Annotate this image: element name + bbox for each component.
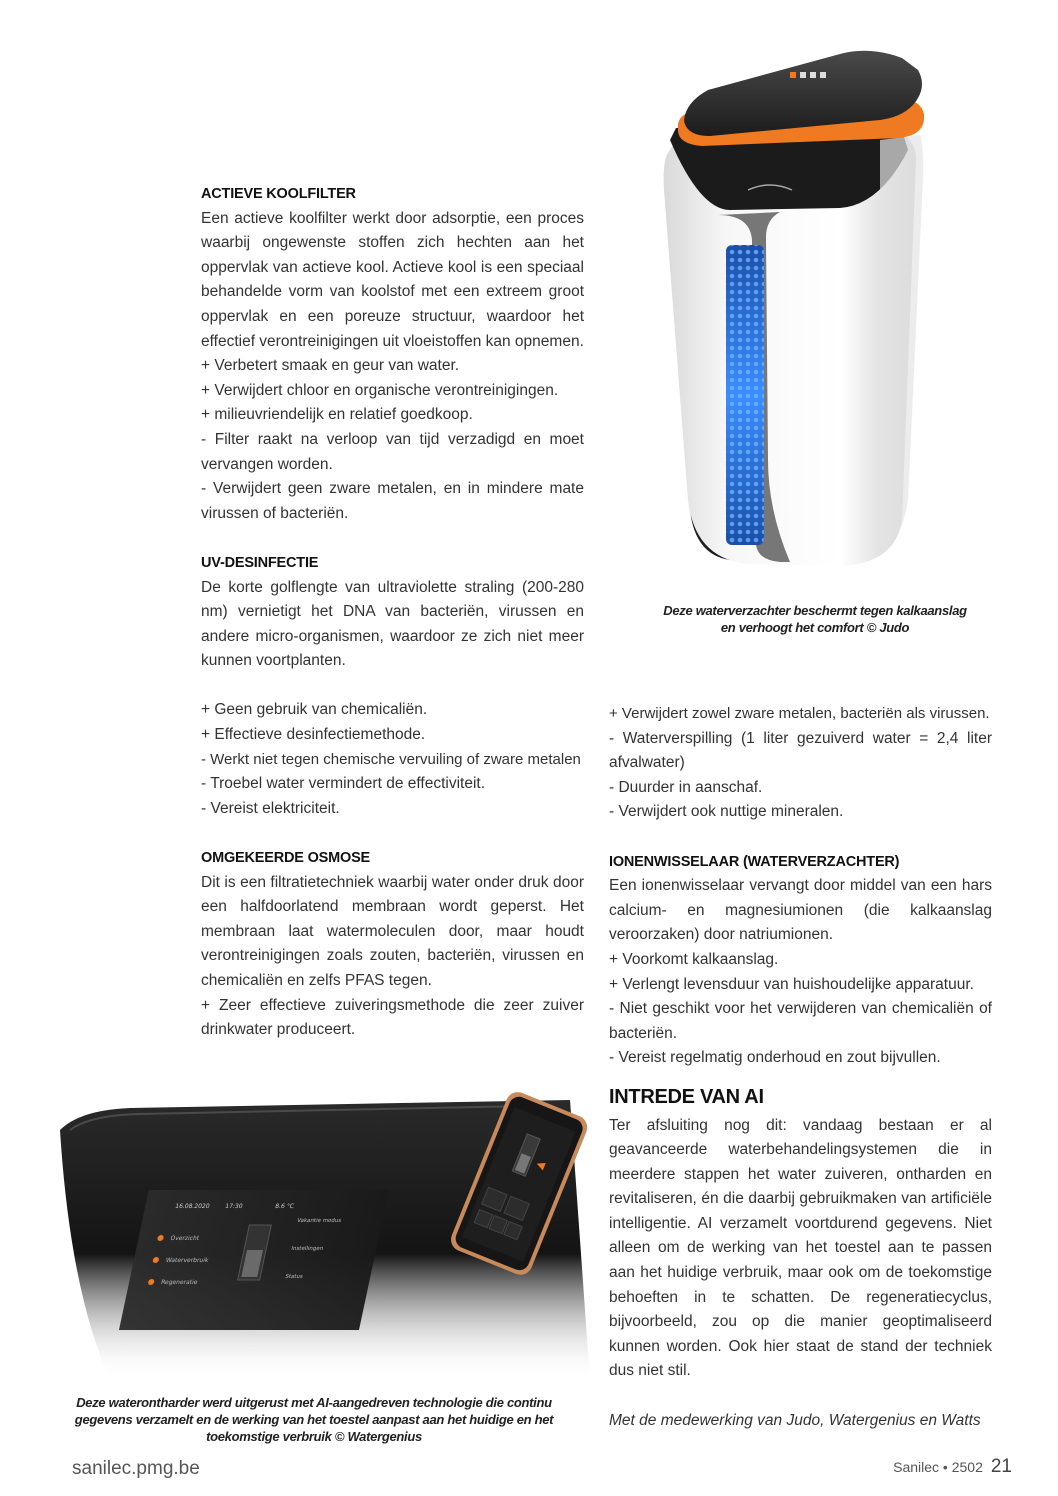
- osmose-point: + Zeer effectieve zuiveringsmethode die zeer zuiver drinkwater produceert.: [201, 996, 584, 1039]
- device-right-item: Vakantie modus: [296, 1218, 342, 1224]
- heading-ai: INTREDE VAN AI: [609, 1085, 764, 1108]
- koolfilter-point: + milieuvriendelijk en relatief goedkoop.: [201, 406, 473, 424]
- caption-softener-line2: en verhoogt het comfort © Judo: [720, 620, 910, 635]
- heading-osmose: OMGEKEERDE OSMOSE: [201, 850, 371, 867]
- device-menu-item: Overzicht: [169, 1235, 200, 1242]
- koolfilter-point: - Filter raakt na verloop van tijd verzadigd en moet vervangen worden.: [201, 430, 584, 473]
- uv-point: - Troebel water vermindert de effectiviteit.: [201, 775, 486, 793]
- footer-issue: Sanilec • 2502: [893, 1459, 983, 1475]
- device-right-item: Status: [284, 1274, 304, 1280]
- credit-line: Met de medewerking van Judo, Watergenius en Watts: [609, 1411, 981, 1429]
- device-temp: 8.6 °C: [274, 1203, 295, 1210]
- uv-point: - Vereist elektriciteit.: [201, 799, 340, 817]
- heading-koolfilter: ACTIEVE KOOLFILTER: [201, 186, 356, 202]
- device-menu-item: Waterverbruik: [165, 1257, 210, 1264]
- device-date: 16.08.2020: [174, 1203, 211, 1210]
- osmose-point: - Verwijdert ook nuttige mineralen.: [609, 803, 844, 821]
- page-number: 21: [990, 1456, 1012, 1477]
- ionen-point: - Vereist regelmatig onderhoud en zout bijvullen.: [609, 1049, 941, 1067]
- uv-body: De korte golflengte van ultraviolette straling (200-280 nm) vernietigt het DNA van bacteriën, virussen en andere micro-organismen, waardoor ze zich niet meer kunnen voortplanten.: [201, 578, 584, 670]
- watergenius-photo: [50, 1090, 610, 1380]
- uv-point: + Effectieve desinfectiemethode.: [201, 726, 426, 744]
- footer-issue-block: [893, 1456, 1012, 1478]
- heading-ionen: IONENWISSELAAR (WATERVERZACHTER): [609, 853, 900, 870]
- softener-photo: [640, 40, 950, 600]
- right-column: [609, 702, 992, 1433]
- koolfilter-point: - Verwijdert geen zware metalen, en in mindere mate virussen of bacteriën.: [201, 480, 584, 522]
- ionen-body: Een ionenwisselaar vervangt door middel van een hars calcium- en magnesiumionen (die kalkaanslag veroorzaken) door natriumionen.: [609, 877, 992, 944]
- uv-point: - Werkt niet tegen chemische vervuiling of zware metalen: [201, 750, 581, 768]
- heading-uv: UV-DESINFECTIE: [201, 554, 319, 571]
- caption-watergenius-text: Deze waterontharder werd uitgerust met AI-aangedreven technologie die continu gegevens verzamelt en de werking van het toestel aanpast aan het huidige en het toekomstige verbruik © Watergenius: [74, 1395, 554, 1444]
- ionen-point: + Verlengt levensduur van huishoudelijke apparatuur.: [609, 975, 974, 993]
- koolfilter-body: Een actieve koolfilter werkt door adsorptie, een proces waarbij ongewenste stoffen zich hechten aan het oppervlak van actieve kool. Actieve kool is een speciaal behandelde vorm van koolstof met een extreem groot oppervlak en een poreuze structuur, waardoor het effectief verontreinigingen uit vloeistoffen kan opnemen.: [201, 209, 584, 350]
- footer-site[interactable]: sanilec.pmg.be: [72, 1458, 200, 1479]
- caption-softener-line1: Deze waterverzachter beschermt tegen kalkaanslag: [663, 603, 967, 618]
- uv-point: + Geen gebruik van chemicaliën.: [201, 701, 428, 719]
- osmose-body: Dit is een filtratietechniek waarbij water onder druk door een halfdoorlatend membraan wordt geperst. Het membraan laat watermoleculen door, maar houdt verontreinigingen zoals zouten, bacteriën, virussen en chemicaliën en zelfs PFAS tegen.: [201, 873, 584, 989]
- ionen-point: - Niet geschikt voor het verwijderen van chemicaliën of bacteriën.: [609, 1000, 992, 1042]
- caption-watergenius: [56, 1394, 572, 1445]
- caption-softener: [650, 602, 980, 636]
- osmose-point: - Waterverspilling (1 liter gezuiverd water = 2,4 liter afvalwater): [609, 729, 992, 772]
- ionen-point: + Voorkomt kalkaanslag.: [609, 950, 779, 968]
- ai-body: Ter afsluiting nog dit: vandaag bestaan er al geavanceerde waterbehandelingsystemen die in meerdere stappen het water zuiveren, ontharden en revitaliseren, én die daarbij gebruikmaken van artificiële intelligentie. AI verzamelt voortdurend gegevens. Niet alleen om de werking van het toestel aan te passen aan het huidige verbruik, maar ook om de toekomstige behoeften in te schatten. De regeneratiecyclus, bijvoorbeeld, zou op die manier geoptimaliseerd kunnen worden. Ook hier staat de stand der techniek dus niet stil.: [609, 1116, 992, 1380]
- device-right-item: Instellingen: [290, 1246, 324, 1252]
- left-column: [201, 182, 584, 1043]
- koolfilter-point: + Verwijdert chloor en organische verontreinigingen.: [201, 381, 559, 399]
- osmose-point: - Duurder in aanschaf.: [609, 778, 763, 796]
- device-menu-item: Regeneratie: [160, 1279, 199, 1286]
- device-time: 17:30: [224, 1203, 244, 1210]
- osmose-point: + Verwijdert zowel zware metalen, bacteriën als virussen.: [609, 705, 990, 722]
- koolfilter-point: + Verbetert smaak en geur van water.: [201, 357, 460, 375]
